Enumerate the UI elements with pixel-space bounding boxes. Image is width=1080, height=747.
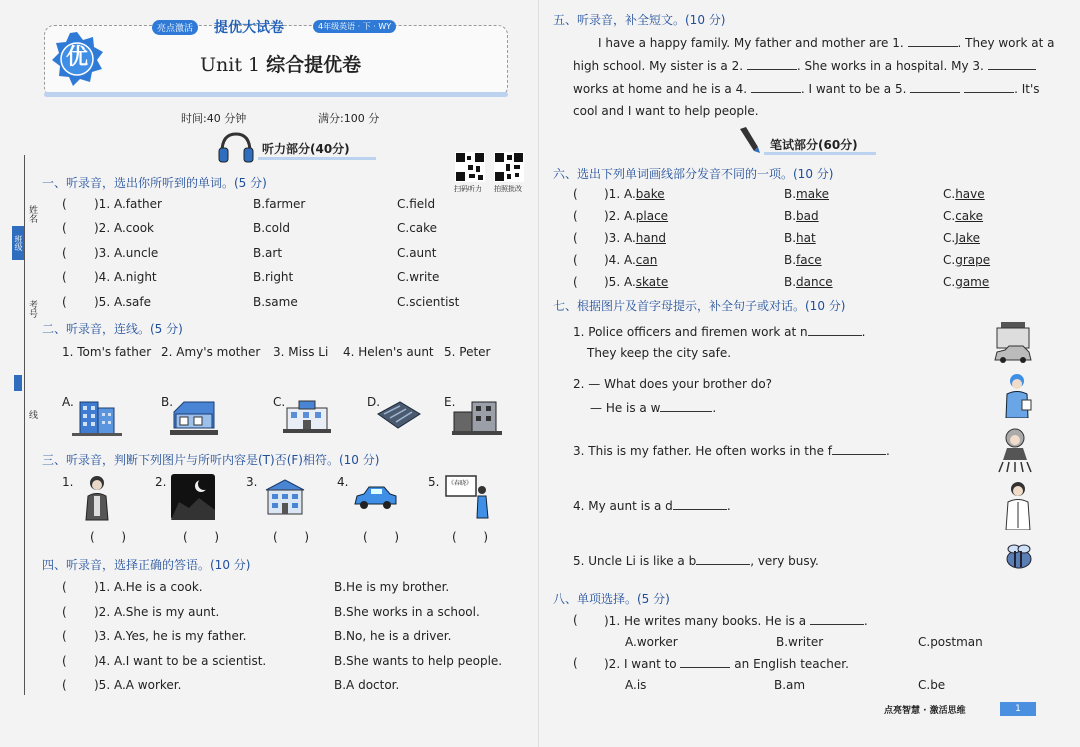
- option-a: A.worker: [625, 635, 678, 649]
- answer-paren: (: [62, 605, 67, 619]
- option-b: B.dance: [784, 275, 833, 289]
- item-number: 4.: [337, 475, 349, 489]
- series-pill-left: 亮点激活: [152, 20, 198, 35]
- question-text: 2. — What does your brother do?: [573, 377, 773, 391]
- option-a: )3. A.uncle: [94, 246, 159, 260]
- margin-mark: 姓名: [27, 205, 37, 223]
- option-a: )5. A.skate: [604, 275, 669, 289]
- binding-line: [24, 155, 25, 695]
- pen-icon: [736, 125, 764, 155]
- hospital-building-icon: [283, 398, 331, 434]
- listening-heading: 听力部分(40分): [262, 142, 350, 156]
- answer-paren: (: [62, 270, 67, 284]
- answer-paren: ( ): [183, 530, 220, 544]
- passage-line: high school. My sister is a 2. . She works in a hospital. My 3.: [573, 58, 1036, 73]
- option-b: B.face: [784, 253, 822, 267]
- answer-paren: (: [62, 246, 67, 260]
- answer-paren: (: [62, 629, 67, 643]
- bee-icon: [1002, 543, 1036, 571]
- option-c: C.game: [943, 275, 990, 289]
- qr-code-icon: [494, 152, 524, 182]
- page-divider: [538, 0, 539, 747]
- answer-paren: (: [573, 656, 578, 670]
- series-name: 提优大试卷: [214, 20, 284, 36]
- person-label: 5. Peter: [444, 345, 491, 359]
- question-text: )2. I want to an English teacher.: [604, 657, 849, 671]
- option-c: C.cake: [943, 209, 984, 223]
- option-a: )1. A.father: [94, 197, 162, 211]
- answer-paren: (: [62, 580, 67, 594]
- option-c: C.aunt: [397, 246, 437, 260]
- question-text: They keep the city safe.: [587, 346, 732, 360]
- option-a: )4. A.night: [94, 270, 157, 284]
- question-text: 5. Uncle Li is like a b , very busy.: [573, 554, 819, 568]
- doctor-person-icon: [1002, 480, 1034, 530]
- section-1-title: 一、听录音，选出你所听到的单词。(5 分): [42, 176, 267, 190]
- answer-paren: ( ): [363, 530, 400, 544]
- option-a: )4. A.I want to be a scientist.: [94, 654, 267, 668]
- passage-line: I have a happy family. My father and mother are 1. . They work at a: [598, 36, 1055, 50]
- blackboard-text: 《春晓》: [448, 480, 473, 487]
- writing-heading: 笔试部分(60分): [770, 138, 858, 152]
- answer-paren: (: [62, 654, 67, 668]
- option-a: )5. A.A worker.: [94, 678, 182, 692]
- option-c: C.be: [918, 678, 946, 692]
- factory-building-icon: [452, 396, 502, 436]
- answer-paren: ( ): [452, 530, 489, 544]
- section-2-title: 二、听录音，连线。(5 分): [42, 322, 183, 336]
- item-number: 5.: [428, 475, 440, 489]
- answer-paren: (: [62, 678, 67, 692]
- answer-paren: (: [573, 275, 578, 289]
- option-c: C.grape: [943, 253, 991, 267]
- item-number: 3.: [246, 475, 258, 489]
- question-text: )1. He writes many books. He is a .: [604, 614, 868, 628]
- headphones-icon: [216, 130, 256, 164]
- option-b: B.same: [253, 295, 298, 309]
- option-b: B.bad: [784, 209, 819, 223]
- option-c: C.write: [397, 270, 440, 284]
- option-b: B.She wants to help people.: [334, 654, 503, 668]
- option-b: B.A doctor.: [334, 678, 400, 692]
- section-7-title: 七、根据图片及首字母提示，补全句子或对话。(10 分): [553, 299, 846, 313]
- answer-paren: (: [62, 197, 67, 211]
- worker-person-icon: [82, 474, 112, 522]
- section-8-title: 八、单项选择。(5 分): [553, 592, 670, 606]
- place-letter: B.: [161, 395, 174, 409]
- option-b: B.No, he is a driver.: [334, 629, 452, 643]
- option-c: C.scientist: [397, 295, 460, 309]
- option-b: B.right: [253, 270, 294, 284]
- full-score: 满分:100 分: [318, 112, 380, 125]
- person-label: 3. Miss Li: [273, 345, 329, 359]
- answer-paren: (: [573, 613, 578, 627]
- question-text: — He is a w .: [590, 401, 717, 415]
- question-text: 3. This is my father. He often works in the f .: [573, 444, 890, 458]
- option-a: )3. A.hand: [604, 231, 666, 245]
- option-b: B.writer: [776, 635, 824, 649]
- option-a: A.is: [625, 678, 647, 692]
- margin-mark: 考号: [27, 300, 37, 318]
- option-b: B.art: [253, 246, 283, 260]
- option-a: )4. A.can: [604, 253, 658, 267]
- series-pill-right: 4年级英语 · 下 · WY: [313, 20, 396, 33]
- margin-mark: 线: [27, 410, 37, 419]
- margin-tab: [14, 375, 22, 391]
- shop-building-icon: [170, 398, 218, 436]
- qr-label: 扫码听力: [454, 185, 482, 193]
- answer-paren: ( ): [90, 530, 127, 544]
- option-a: )1. A.He is a cook.: [94, 580, 203, 594]
- qr-label: 拍照批改: [494, 185, 522, 193]
- person-label: 4. Helen's aunt: [343, 345, 434, 359]
- option-b: B.cold: [253, 221, 290, 235]
- place-letter: C.: [273, 395, 286, 409]
- police-car-icon: [352, 484, 398, 512]
- option-a: )2. A.cook: [94, 221, 154, 235]
- option-a: )3. A.Yes, he is my father.: [94, 629, 247, 643]
- passage-line: cool and I want to help people.: [573, 104, 759, 118]
- heading-underline: [764, 152, 876, 155]
- option-c: C.have: [943, 187, 985, 201]
- heading-underline: [258, 157, 376, 160]
- item-number: 2.: [155, 475, 167, 489]
- place-letter: E.: [444, 395, 456, 409]
- question-text: 1. Police officers and firemen work at n .: [573, 325, 866, 339]
- class-label: 班级: [12, 226, 24, 260]
- page-title: Unit 1 综合提优卷: [200, 54, 362, 76]
- option-b: B.She works in a school.: [334, 605, 480, 619]
- option-b: B.am: [774, 678, 806, 692]
- title-box-shadow: [44, 92, 508, 97]
- option-a: )5. A.safe: [94, 295, 151, 309]
- police-station-icon: [993, 320, 1033, 364]
- place-letter: D.: [367, 395, 381, 409]
- office-building-icon: [72, 394, 122, 436]
- item-number: 1.: [62, 475, 74, 489]
- section-4-title: 四、听录音，选择正确的答语。(10 分): [42, 558, 251, 572]
- section-6-title: 六、选出下列单词画线部分发音不同的一项。(10 分): [553, 167, 834, 181]
- question-text: 4. My aunt is a d .: [573, 499, 731, 513]
- option-a: )2. A.She is my aunt.: [94, 605, 220, 619]
- place-letter: A.: [62, 395, 74, 409]
- option-b: B.make: [784, 187, 829, 201]
- farmer-field-icon: [995, 428, 1037, 474]
- answer-paren: (: [573, 187, 578, 201]
- option-b: B.hat: [784, 231, 816, 245]
- option-c: C.field: [397, 197, 436, 211]
- option-a: )2. A.place: [604, 209, 669, 223]
- qr-code-icon: [455, 152, 485, 182]
- option-c: C.Jake: [943, 231, 980, 245]
- section-5-title: 五、听录音，补全短文。(10 分): [553, 13, 726, 27]
- footer-brand: 点亮智慧 · 激活思维: [884, 706, 966, 716]
- option-c: C.postman: [918, 635, 983, 649]
- passage-line: works at home and he is a 4. . I want to be a 5. . It's: [573, 82, 1040, 96]
- night-scene-icon: [171, 474, 215, 520]
- option-a: )1. A.bake: [604, 187, 665, 201]
- page-number: 1: [1000, 702, 1036, 716]
- option-b: B.farmer: [253, 197, 306, 211]
- badge-text: 优: [66, 45, 89, 70]
- answer-paren: (: [573, 253, 578, 267]
- person-label: 1. Tom's father: [62, 345, 152, 359]
- option-b: B.He is my brother.: [334, 580, 450, 594]
- answer-paren: (: [573, 209, 578, 223]
- option-c: C.cake: [397, 221, 438, 235]
- school-building-icon: [262, 478, 308, 518]
- answer-paren: ( ): [273, 530, 310, 544]
- time-limit: 时间:40 分钟: [181, 112, 247, 125]
- answer-paren: (: [573, 231, 578, 245]
- person-label: 2. Amy's mother: [161, 345, 261, 359]
- farm-field-icon: [376, 400, 422, 430]
- answer-paren: (: [62, 295, 67, 309]
- answer-paren: (: [62, 221, 67, 235]
- postman-person-icon: [1000, 372, 1034, 418]
- section-3-title: 三、听录音，判断下列图片与所听内容是(T)否(F)相符。(10 分): [42, 453, 380, 467]
